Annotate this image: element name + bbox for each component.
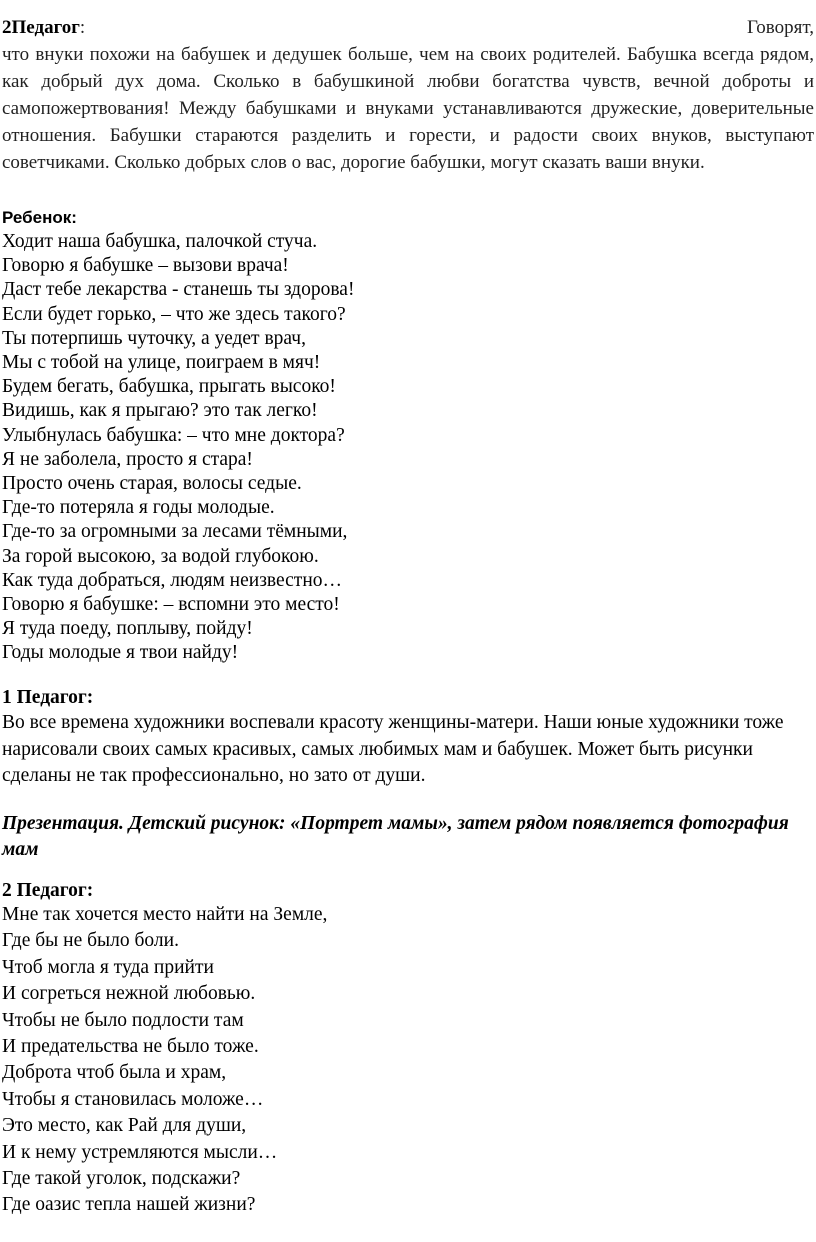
teacher2-heading: 2 Педагог: xyxy=(2,880,94,901)
poem-line: Где-то потеряла я годы молодые. xyxy=(2,497,275,519)
poem-line: Ходит наша бабушка, палочкой стуча. xyxy=(2,231,318,252)
poem-line: Где такой уголок, подскажи? xyxy=(2,1168,241,1190)
poem-line: Как туда добраться, людям неизвестно… xyxy=(2,569,343,591)
intro-text: что внуки похожи на бабушек и дедушек больше, чем на своих родителей. Бабушка всегда рядом, как добрый дух дома. Сколько в бабушкиной любви богатства чувств, вечной доброты и самопожертвования! Между бабушками и внуками устанавливаются дружеские, доверительные отношения. Бабушки стараются разделить и горести, и радости своих внуков, выступают советчиками. Сколько добрых слов о вас, дорогие бабушки, могут сказать ваши внуки. xyxy=(2,44,814,174)
poem-line: Это место, как Рай для души, xyxy=(2,1115,247,1137)
poem-line: И предательства не было тоже. xyxy=(2,1036,259,1058)
teacher2-poem xyxy=(2,902,814,1219)
teacher1-paragraph: Во все времена художники воспевали красоту женщины-матери. Наши юные художники тоже нарисовали своих самых красивых, самых любимых мам и бабушек. Может быть рисунки сделаны не так профессионально, но зато от души. xyxy=(2,712,784,786)
speaker-colon: : xyxy=(79,17,86,38)
poem-line: Доброта чтоб была и храм, xyxy=(2,1062,227,1084)
poem-line: Я не заболела, просто я стара! xyxy=(2,448,253,470)
poem-line: Мы с тобой на улице, поиграем в мяч! xyxy=(2,352,321,374)
poem-line: Просто очень старая, волосы седые. xyxy=(2,473,302,495)
poem-line: Говорю я бабушке – вызови врача! xyxy=(2,255,289,277)
teacher1-heading: 1 Педагог: xyxy=(2,687,94,708)
poem-line: Чтоб могла я туда прийти xyxy=(2,956,214,978)
poem-line: Ты потерпишь чуточку, а уедет врач, xyxy=(2,327,306,349)
poem-line: Чтобы я становилась моложе… xyxy=(2,1088,264,1110)
poem-line: Даст тебе лекарства - станешь ты здорова! xyxy=(2,279,355,301)
poem-line: Где бы не было боли. xyxy=(2,930,179,952)
poem-line: Говорю я бабушке: – вспомни это место! xyxy=(2,594,340,616)
poem-line: Видишь, как я прыгаю? это так легко! xyxy=(2,400,318,422)
child-poem xyxy=(2,230,814,666)
poem-line: За горой высокою, за водой глубокою. xyxy=(2,545,319,567)
intro-paragraph xyxy=(2,14,814,177)
intro-first-line xyxy=(2,14,814,41)
poem-line: Будем бегать, бабушка, прыгать высоко! xyxy=(2,376,336,398)
poem-line: Где оазис тепла нашей жизни? xyxy=(2,1194,256,1216)
speaker-label: 2Педагог xyxy=(2,17,80,38)
presentation-note: Презентация. Детский рисунок: «Портрет мамы», затем рядом появляется фотография мам xyxy=(2,813,789,860)
poem-line: Чтобы не было подлости там xyxy=(2,1009,244,1031)
poem-line: Я туда поеду, поплыву, пойду! xyxy=(2,618,253,640)
intro-speaker xyxy=(2,14,85,41)
poem-line: Где-то за огромными за лесами тёмными, xyxy=(2,521,348,543)
poem-line: Мне так хочется место найти на Земле, xyxy=(2,904,328,925)
poem-line: И к нему устремляются мысли… xyxy=(2,1141,278,1163)
child-heading: Ребенок: xyxy=(2,208,77,227)
poem-line: Если будет горько, – что же здесь такого? xyxy=(2,303,346,325)
intro-first-word: Говорят, xyxy=(746,17,814,38)
poem-line: Годы молодые я твои найду! xyxy=(2,642,239,664)
poem-line: И согреться нежной любовью. xyxy=(2,983,256,1005)
poem-line: Улыбнулась бабушка: – что мне доктора? xyxy=(2,424,345,446)
